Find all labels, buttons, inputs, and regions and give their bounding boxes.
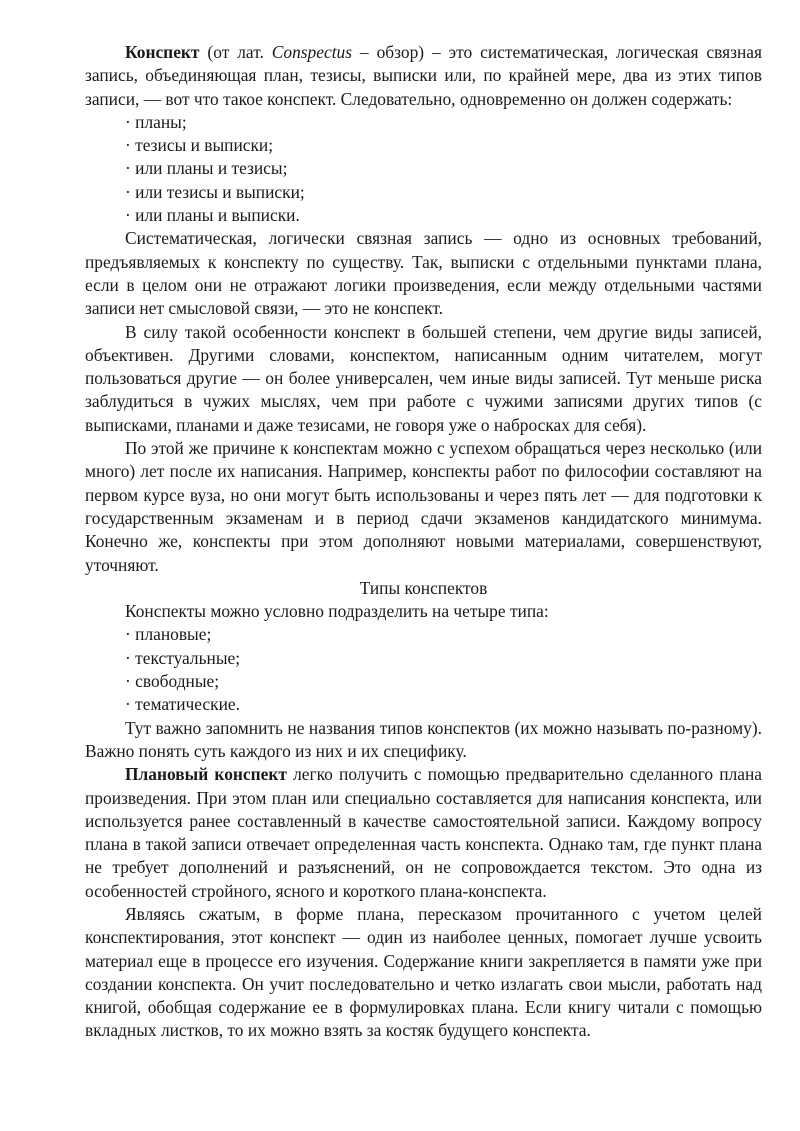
paragraph-definition (85, 41, 762, 111)
definition-prefix: (от лат. (199, 42, 272, 62)
list-item: · тезисы и выписки; (125, 135, 274, 156)
plan-konspekt-text: легко получить с помощью предварительно сделанного плана произведения. При этом план или специально составляется для написания конспекта, или используется ранее составленный в качестве самостоятельной записи. Каждому вопросу плана в такой записи отвечает определенная часть конспекта. Однако там, где пункт плана не требует дополнений и разъяснений, он не сопровождается текстом. Это одна из особенностей стройного, ясного и короткого плана-конспекта. (85, 764, 763, 901)
list-item: · или планы и тезисы; (125, 158, 288, 179)
list-item: · планы; (125, 111, 187, 132)
list-item: · тематические. (125, 694, 240, 715)
list-item: · или тезисы и выписки; (125, 181, 305, 202)
paragraph-types-intro: Конспекты можно условно подразделить на четыре типа: (125, 601, 549, 622)
paragraph-remember: Тут важно запомнить не названия типов конспектов (их можно называть по-разному). Важно понять суть каждого из них и их специфику. (85, 717, 762, 761)
paragraph-plan-konspekt (85, 763, 762, 903)
list-item: · плановые; (125, 624, 212, 645)
term-konspekt: Конспект (125, 42, 200, 62)
term-plan-konspekt: Плановый конспект (125, 764, 287, 785)
paragraph-systematic: Систематическая, логически связная запись — одно из основных требований, предъявляемых к конспекту по существу. Так, выписки с отдельными пунктами плана, если в целом они не отражают логики произведения, если между отдельными частями записи нет смысловой связи, — это не конспект. (85, 228, 762, 319)
latin-term: Conspectus (271, 42, 352, 62)
document-body (85, 41, 762, 1043)
list-item: · или планы и выписки. (125, 205, 300, 226)
content-list (85, 111, 762, 227)
paragraph-objective: В силу такой особенности конспект в большей степени, чем другие виды записей, объективен. Другими словами, конспектом, написанным одним читателем, могут пользоваться другие — он более универсален, чем иные виды записей. Тут меньше риска заблудиться в чужих мыслях, чем при работе с чужими записями других типов (с выписками, планами и даже тезисами, не говоря уже о набросках для себя). (85, 321, 762, 435)
definition-text: – обзор) – это систематическая, логическая связная запись, объединяющая план, тезисы, выписки или, по крайней мере, два из этих типов записи, — вот что такое конспект. Следовательно, одновременно он должен содержать: (85, 42, 762, 109)
types-list (85, 623, 762, 716)
section-heading: Типы конспектов (359, 577, 488, 598)
paragraph-compressed: Являясь сжатым, в форме плана, пересказом прочитанного с учетом целей конспектирования, этот конспект — один из наиболее ценных, помогает лучше усвоить материал еще в процессе его изучения. Содержание книги закрепляется в памяти уже при создании конспекта. Он учит последовательно и четко излагать свои мысли, работать над книгой, обобщая содержание ее в формулировках плана. Если книгу читали с помощью вкладных листков, то их можно взять за костяк будущего конспекта. (85, 903, 762, 1041)
list-item: · текстуальные; (125, 647, 241, 668)
list-item: · свободные; (125, 671, 220, 692)
paragraph-years: По этой же причине к конспектам можно с успехом обращаться через несколько (или много) лет после их написания. Например, конспекты работ по философии составляют на первом курсе вуза, но они могут быть использованы и через пять лет — для подготовки к государственным экзаменам и в период сдачи экзаменов кандидатского минимума. Конечно же, конспекты при этом дополняют новыми материалами, совершенствуют, уточняют. (85, 438, 762, 575)
